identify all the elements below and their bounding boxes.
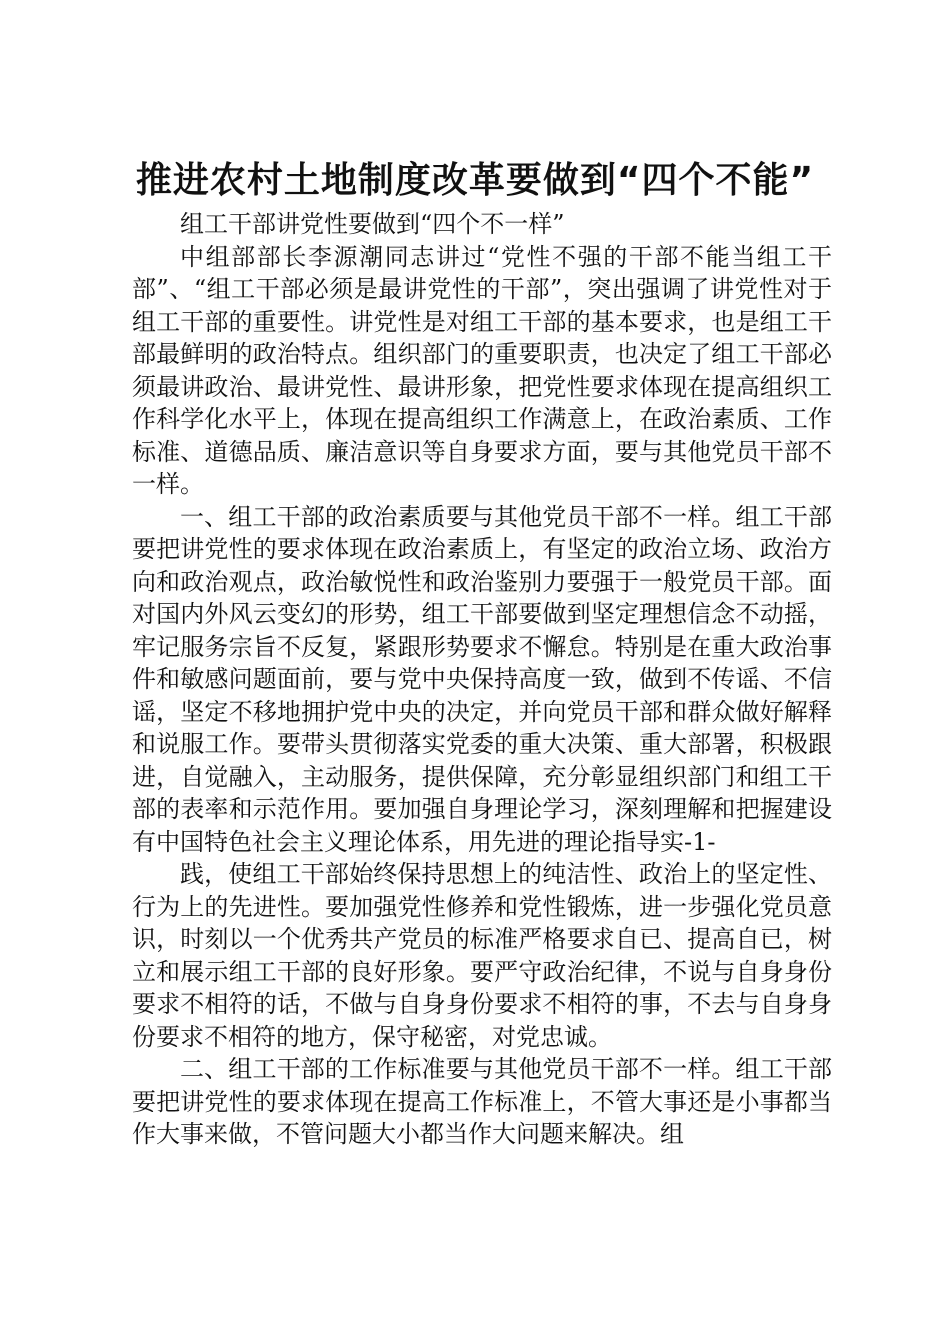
paragraph-intro: 中组部部长李源潮同志讲过“党性不强的干部不能当组工干部”、“组工干部必须是最讲党性的干部”，突出强调了讲党性对于组工干部的重要性。讲党性是对组工干部的基本要求，也是组工干部最鲜明的政治特点。组织部门的重要职责，也决定了组工干部必须最讲政治、最讲党性、最讲形象，把党性要求体现在提高组织工作科学化水平上，体现在提高组织工作满意上，在政治素质、工作标准、道德品质、廉洁意识等自身要求方面，要与其他党员干部不一样。 [132,242,832,498]
paragraph-section-1-continued: 践，使组工干部始终保持思想上的纯洁性、政治上的坚定性、行为上的先进性。要加强党性修养和党性锻炼，进一步强化党员意识，时刻以一个优秀共产党员的标准严格要求自已、提高自已，树立和展示组工干部的良好形象。要严守政治纪律，不说与自身身份要求不相符的话，不做与自身身份要求不相符的事，不去与自身身份要求不相符的地方，保守秘密，对党忠诚。 [132,860,832,1051]
document-body [132,208,832,1151]
paragraph-section-2: 二、组工干部的工作标准要与其他党员干部不一样。组工干部要把讲党性的要求体现在提高工作标准上，不管大事还是小事都当作大事来做，不管问题大小都当作大问题来解决。组 [132,1055,832,1148]
paragraph-section-1: 一、组工干部的政治素质要与其他党员干部不一样。组工干部要把讲党性的要求体现在政治素质上，有坚定的政治立场、政治方向和政治观点，政治敏悦性和政治鉴别力要强于一般党员干部。面对国内外风云变幻的形势，组工干部要做到坚定理想信念不动摇，牢记服务宗旨不反复，紧跟形势要求不懈怠。特别是在重大政治事件和敏感问题面前，要与党中央保持高度一致，做到不传谣、不信谣，坚定不移地拥护党中央的决定，并向党员干部和群众做好解释和说服工作。要带头贯彻落实党委的重大决策、重大部署，积极跟进，自觉融入，主动服务，提供保障，充分彰显组织部门和组工干部的表率和示范作用。要加强自身理论学习，深刻理解和把握建设有中国特色社会主义理论体系，用先进的理论指导实-1- [132,502,832,856]
document-subtitle: 组工干部讲党性要做到“四个不一样” [180,210,565,238]
document-title: 推进农村土地制度改革要做到“四个不能” [135,160,815,201]
